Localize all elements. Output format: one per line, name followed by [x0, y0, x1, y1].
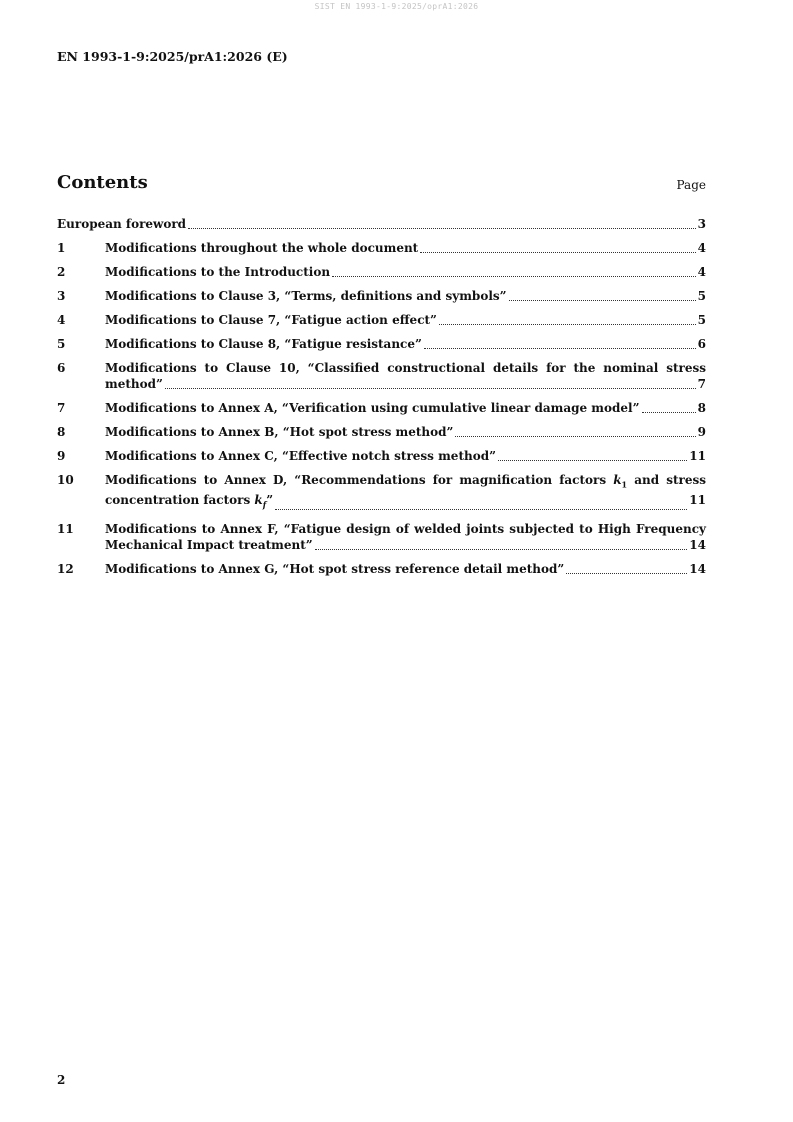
title-text-part: Modifications to Annex D, “Recommendations for magnification factors	[105, 473, 614, 487]
toc-entry-foreword[interactable]	[57, 216, 706, 232]
dot-leader	[165, 388, 696, 389]
toc-entry-title-line-1: Modifications to Clause 10, “Classified constructional details for the nominal stress	[105, 361, 706, 375]
contents-heading: Contents	[57, 172, 148, 193]
toc-entry-number: 5	[57, 337, 66, 351]
symbol-k: k	[613, 473, 622, 487]
toc-entry-5[interactable]	[57, 336, 706, 352]
dot-leader	[424, 348, 696, 349]
toc-entry-title-line-1	[105, 472, 706, 492]
toc-entry-title: European foreword	[57, 217, 187, 231]
symbol-subscript: 1	[621, 479, 628, 490]
toc-entry-number: 7	[57, 401, 66, 415]
table-of-contents	[57, 216, 706, 585]
toc-entry-7[interactable]	[57, 400, 706, 416]
toc-entry-number: 1	[57, 241, 66, 255]
dot-leader	[315, 549, 688, 550]
toc-entry-page: 14	[689, 537, 706, 552]
toc-entry-page: 11	[689, 493, 706, 508]
symbol-subscript: f	[262, 499, 267, 510]
toc-entry-9[interactable]	[57, 448, 706, 464]
toc-entry-2[interactable]	[57, 264, 706, 280]
dot-leader	[188, 228, 696, 229]
toc-entry-title-line-2: Mechanical Impact treatment”	[105, 537, 313, 552]
toc-entry-number: 8	[57, 425, 66, 439]
toc-entry-number: 4	[57, 313, 66, 327]
toc-entry-number: 6	[57, 361, 66, 375]
dot-leader	[498, 460, 687, 461]
dot-leader	[275, 509, 687, 510]
toc-entry-8[interactable]	[57, 424, 706, 440]
toc-entry-title: Modifications to Annex C, “Effective notch stress method”	[105, 449, 497, 463]
toc-entry-page: 7	[697, 377, 706, 391]
toc-entry-page: 4	[697, 241, 706, 255]
dot-leader	[455, 436, 695, 437]
title-text-part: concentration factors	[105, 493, 255, 508]
title-text-part: and stress	[627, 473, 706, 487]
toc-entry-1[interactable]	[57, 240, 706, 256]
toc-entry-page: 11	[689, 449, 706, 463]
dot-leader	[439, 324, 696, 325]
toc-entry-number: 9	[57, 449, 66, 463]
dot-leader	[566, 573, 687, 574]
title-text-part: ”	[266, 493, 274, 508]
toc-entry-title: Modifications to Clause 3, “Terms, definitions and symbols”	[105, 289, 507, 303]
toc-entry-title: Modifications to the Introduction	[105, 265, 331, 279]
toc-entry-3[interactable]	[57, 288, 706, 304]
page-number: 2	[57, 1073, 66, 1087]
toc-entry-title-line-2	[105, 492, 273, 512]
toc-entry-title: Modifications to Clause 8, “Fatigue resistance”	[105, 337, 422, 351]
toc-entry-11[interactable]	[57, 521, 706, 553]
toc-entry-10[interactable]	[57, 472, 706, 513]
toc-entry-number: 2	[57, 265, 66, 279]
toc-entry-12[interactable]	[57, 561, 706, 577]
toc-entry-title: Modifications to Annex B, “Hot spot stress method”	[105, 425, 454, 439]
toc-entry-number: 10	[57, 473, 74, 487]
toc-entry-page: 6	[697, 337, 706, 351]
toc-entry-number: 12	[57, 561, 74, 576]
toc-entry-title: Modifications to Annex A, “Verification using cumulative linear damage model”	[105, 401, 640, 415]
dot-leader	[332, 276, 696, 277]
toc-entry-page: 4	[697, 265, 706, 279]
toc-entry-number: 3	[57, 289, 66, 303]
dot-leader	[420, 252, 695, 253]
dot-leader	[642, 412, 696, 413]
toc-entry-page: 9	[697, 425, 706, 439]
toc-entry-title-line-1: Modifications to Annex F, “Fatigue design of welded joints subjected to High Frequency	[105, 521, 706, 536]
toc-entry-title: Modifications throughout the whole document	[105, 241, 419, 255]
toc-entry-number: 11	[57, 521, 74, 536]
toc-entry-title: Modifications to Clause 7, “Fatigue action effect”	[105, 313, 437, 327]
symbol-k: k	[254, 493, 263, 508]
dot-leader	[509, 300, 696, 301]
toc-entry-page: 8	[697, 401, 706, 415]
watermark: SIST EN 1993-1-9:2025/oprA1:2026	[314, 2, 479, 11]
document-identifier: EN 1993-1-9:2025/prA1:2026 (E)	[57, 49, 288, 64]
toc-entry-page: 14	[689, 561, 706, 576]
toc-entry-title-line-2: method”	[105, 377, 163, 391]
toc-entry-4[interactable]	[57, 312, 706, 328]
toc-entry-6[interactable]	[57, 360, 706, 392]
toc-entry-page: 5	[697, 313, 706, 327]
toc-entry-title: Modifications to Annex G, “Hot spot stress reference detail method”	[105, 561, 565, 576]
toc-entry-page: 5	[697, 289, 706, 303]
toc-entry-page: 3	[697, 217, 706, 231]
page-column-label: Page	[676, 178, 706, 192]
